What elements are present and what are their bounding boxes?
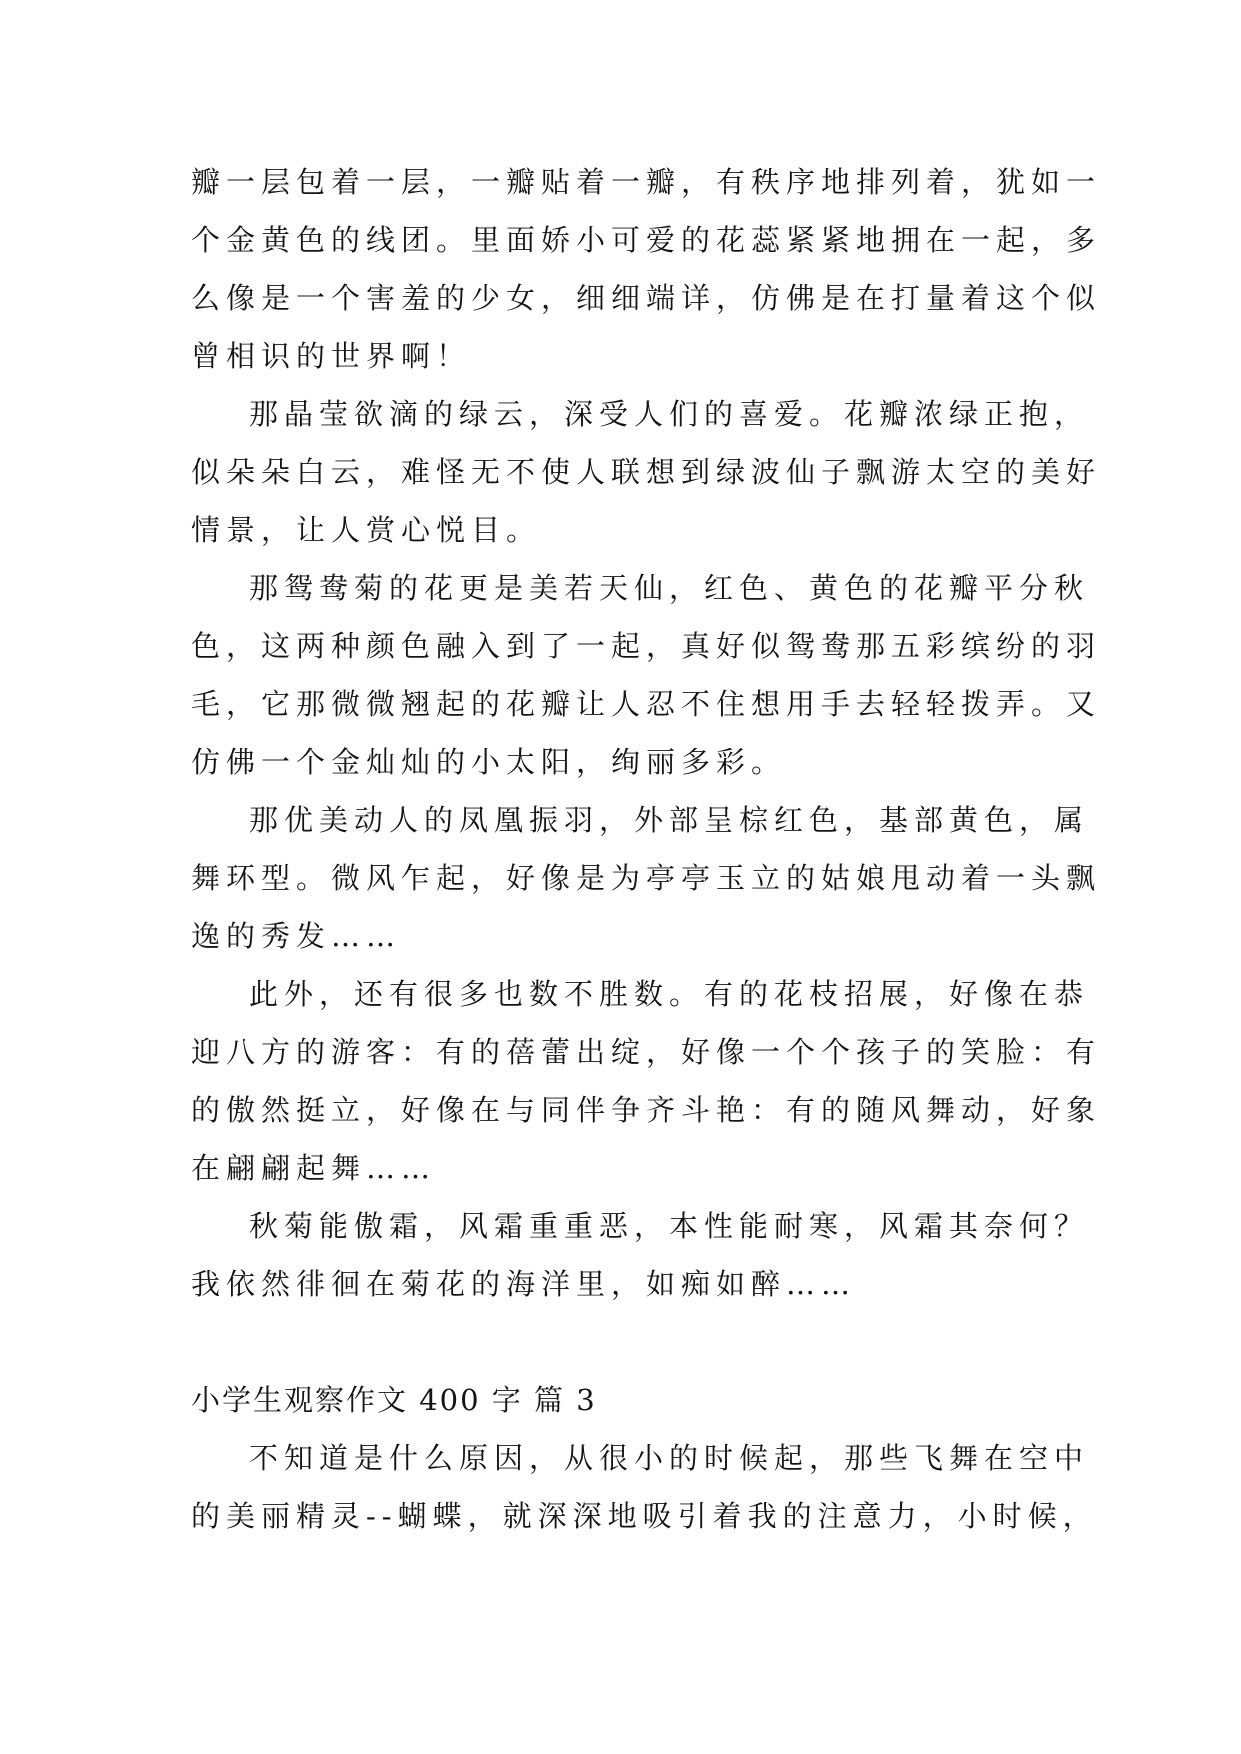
paragraph-first-line: 不知道是什么原因，从很小的时候起，那些飞舞在空中 — [249, 1441, 1090, 1475]
paragraph-first-line: 那优美动人的凤凰振羽，外部呈棕红色，基部黄色，属 — [249, 803, 1090, 837]
text-line: 的美丽精灵--蝴蝶，就深深地吸引着我的注意力，小时候， — [191, 1499, 1098, 1533]
text-line: 瓣一层包着一层，一瓣贴着一瓣，有秩序地排列着，犹如一 — [191, 165, 1102, 199]
text-line: 我依然徘徊在菊花的海洋里，如痴如醉…… — [191, 1267, 857, 1301]
text-line: 逸的秀发…… — [191, 919, 402, 953]
text-line: 在翩翩起舞…… — [191, 1151, 437, 1185]
section-heading: 小学生观察作文 400 字 篇 3 — [191, 1383, 597, 1417]
paragraph-first-line: 那鸳鸯菊的花更是美若天仙，红色、黄色的花瓣平分秋 — [249, 571, 1090, 605]
text-line: 舞环型。微风乍起，好像是为亭亭玉立的姑娘甩动着一头飘 — [191, 861, 1102, 895]
text-line: 曾相识的世界啊！ — [191, 339, 472, 373]
text-line: 色，这两种颜色融入到了一起，真好似鸳鸯那五彩缤纷的羽 — [191, 629, 1102, 663]
text-line: 情景，让人赏心悦目。 — [191, 513, 542, 547]
document-body — [191, 153, 1102, 1545]
paragraph-first-line: 秋菊能傲霜，风霜重重恶，本性能耐寒，风霜其奈何？ — [249, 1209, 1090, 1243]
text-line: 个金黄色的线团。里面娇小可爱的花蕊紧紧地拥在一起，多 — [191, 223, 1102, 257]
text-line: 毛，它那微微翘起的花瓣让人忍不住想用手去轻轻拨弄。又 — [191, 687, 1102, 721]
paragraph-first-line: 那晶莹欲滴的绿云，深受人们的喜爱。花瓣浓绿正抱， — [249, 397, 1090, 431]
paragraph-gap — [191, 1313, 1051, 1371]
text-line: 仿佛一个金灿灿的小太阳，绚丽多彩。 — [191, 745, 787, 779]
paragraph-first-line: 此外，还有很多也数不胜数。有的花枝招展，好像在恭 — [249, 977, 1090, 1011]
text-line: 似朵朵白云，难怪无不使人联想到绿波仙子飘游太空的美好 — [191, 455, 1102, 489]
text-line: 迎八方的游客：有的蓓蕾出绽，好像一个个孩子的笑脸：有 — [191, 1035, 1102, 1069]
text-line: 的傲然挺立，好像在与同伴争齐斗艳：有的随风舞动，好象 — [191, 1093, 1102, 1127]
text-line: 么像是一个害羞的少女，细细端详，仿佛是在打量着这个似 — [191, 281, 1102, 315]
